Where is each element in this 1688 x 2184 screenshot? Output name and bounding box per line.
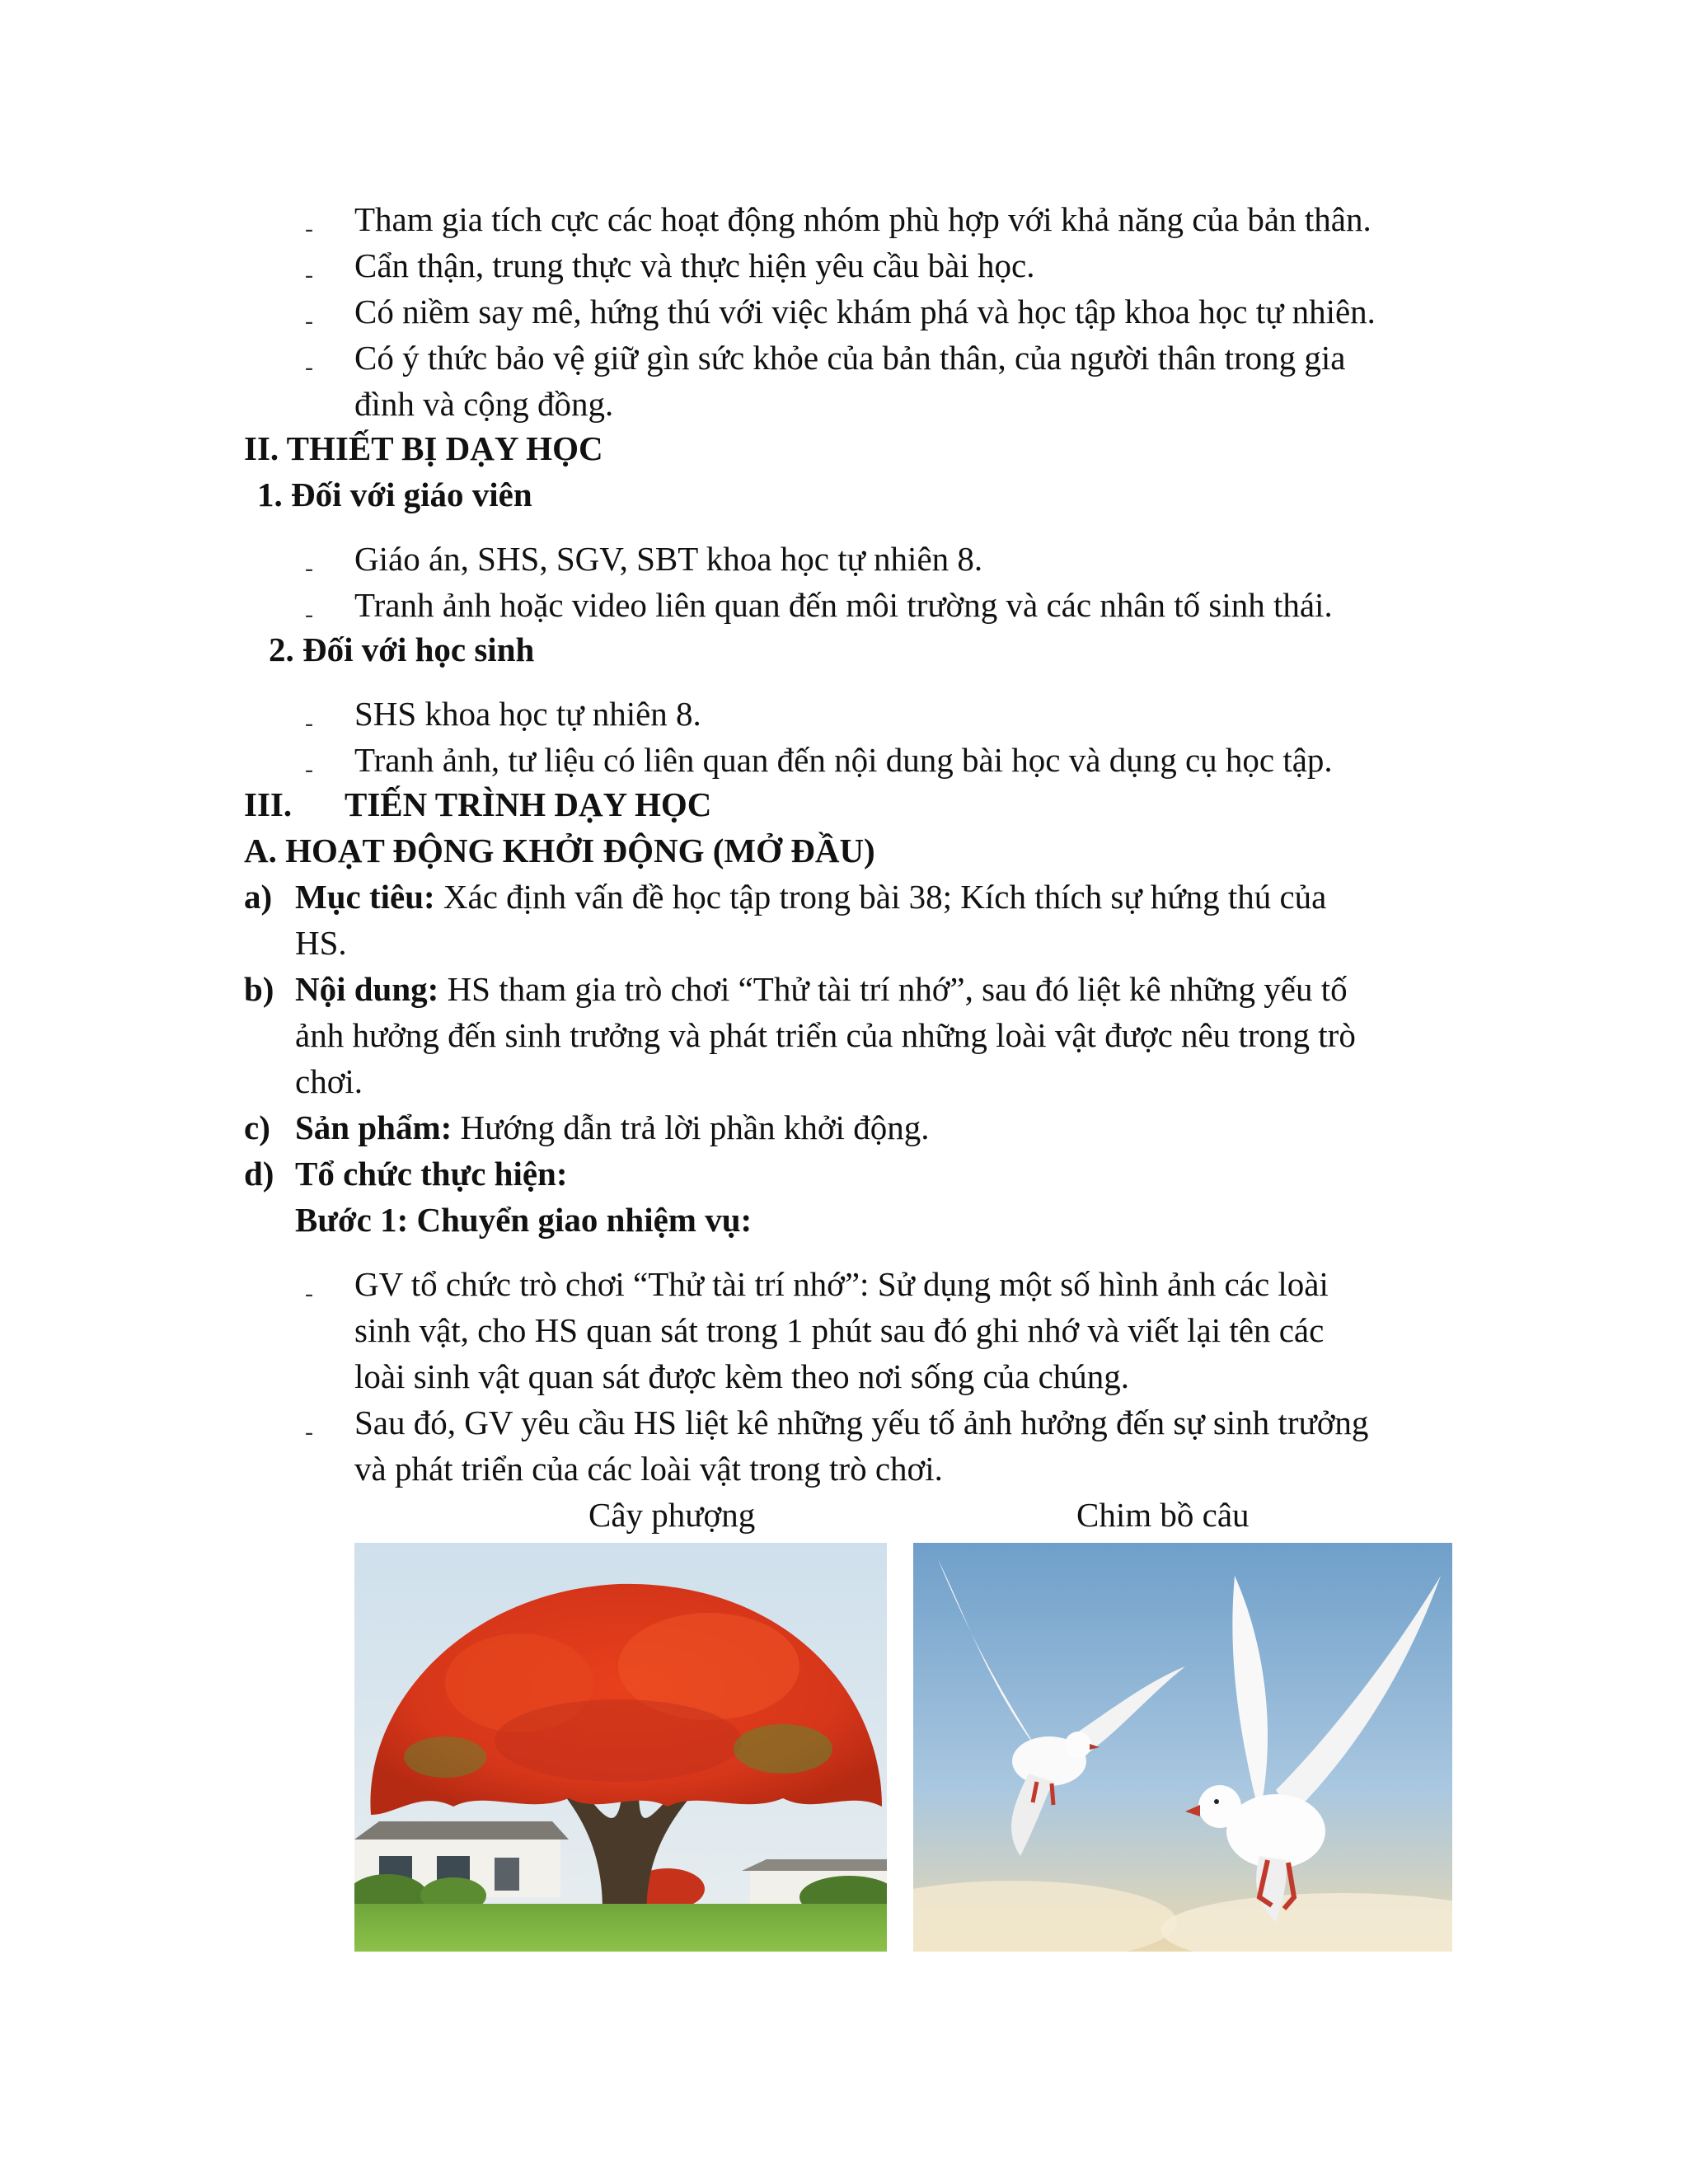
intro-bullet-1: Tham gia tích cực các hoạt động nhóm phù hợp với khả năng của bản thân. — [354, 200, 1372, 238]
step-item-1-cont: sinh vật, cho HS quan sát trong 1 phút sau đó ghi nhớ và viết lại tên các — [354, 1311, 1325, 1349]
teacher-item-2: Tranh ảnh hoặc video liên quan đến môi trường và các nhân tố sinh thái. — [354, 586, 1333, 624]
teacher-heading: 1. Đối với giáo viên — [257, 476, 532, 513]
item-a-bold: Mục tiêu: — [295, 878, 435, 916]
tree-caption: Cây phượng — [588, 1496, 756, 1534]
item-c-body: Hướng dẫn trả lời phần khởi động. — [452, 1108, 930, 1146]
item-c-text — [295, 1104, 929, 1151]
step-1-heading: Bước 1: Chuyển giao nhiệm vụ: — [295, 1201, 753, 1239]
item-a-text — [295, 874, 1326, 920]
doves-image — [913, 1543, 1452, 1952]
intro-bullet-2: Cẩn thận, trung thực và thực hiện yêu cầu bài học. — [354, 246, 1035, 284]
item-b-body: HS tham gia trò chơi “Thử tài trí nhớ”, sau đó liệt kê những yếu tố — [438, 970, 1348, 1008]
item-b-label: b) — [244, 970, 274, 1008]
bullet-dash: - — [305, 756, 313, 783]
item-b-text — [295, 966, 1348, 1012]
item-a-text-cont: HS. — [295, 924, 347, 962]
item-b-text-cont2: chơi. — [295, 1062, 363, 1100]
student-heading: 2. Đối với học sinh — [269, 630, 535, 668]
bullet-dash: - — [305, 1418, 313, 1446]
item-a-body: Xác định vấn đề học tập trong bài 38; Kích thích sự hứng thú của — [434, 878, 1327, 916]
intro-bullet-4-cont: đình và cộng đồng. — [354, 385, 614, 423]
section-2-heading: II. THIẾT BỊ DẠY HỌC — [244, 429, 603, 467]
item-c-bold: Sản phẩm: — [295, 1108, 452, 1146]
item-a-label: a) — [244, 878, 273, 916]
flame-tree-photo — [354, 1543, 887, 1952]
bullet-dash: - — [305, 261, 313, 288]
bullet-dash: - — [305, 710, 313, 737]
bullet-dash: - — [305, 601, 313, 628]
doves-photo — [913, 1543, 1452, 1952]
bullet-dash: - — [305, 354, 313, 381]
bird-caption: Chim bồ câu — [1076, 1496, 1250, 1534]
intro-bullet-3: Có niềm say mê, hứng thú với việc khám phá và học tập khoa học tự nhiên. — [354, 293, 1376, 330]
bullet-dash: - — [305, 1280, 313, 1307]
item-d-text: Tổ chức thực hiện: — [295, 1155, 568, 1193]
item-d-label: d) — [244, 1155, 274, 1193]
teacher-item-1: Giáo án, SHS, SGV, SBT khoa học tự nhiên 8. — [354, 540, 983, 578]
item-b-text-cont: ảnh hưởng đến sinh trưởng và phát triển của những loài vật được nêu trong trò — [295, 1016, 1356, 1054]
section-3-number: III. — [244, 785, 293, 823]
student-item-2: Tranh ảnh, tư liệu có liên quan đến nội dung bài học và dụng cụ học tập. — [354, 741, 1333, 779]
step-item-1: GV tổ chức trò chơi “Thử tài trí nhớ”: Sử dụng một số hình ảnh các loài — [354, 1265, 1329, 1303]
item-c-label: c) — [244, 1108, 270, 1146]
bullet-dash: - — [305, 307, 313, 335]
step-item-2: Sau đó, GV yêu cầu HS liệt kê những yếu tố ảnh hưởng đến sự sinh trưởng — [354, 1404, 1369, 1441]
flame-tree-image — [354, 1543, 887, 1952]
item-b-bold: Nội dung: — [295, 970, 439, 1008]
student-item-1: SHS khoa học tự nhiên 8. — [354, 695, 701, 733]
activity-heading: A. HOẠT ĐỘNG KHỞI ĐỘNG (MỞ ĐẦU) — [244, 832, 875, 869]
section-3-heading: TIẾN TRÌNH DẠY HỌC — [345, 785, 712, 823]
bullet-dash: - — [305, 555, 313, 582]
step-item-2-cont: và phát triển của các loài vật trong trò chơi. — [354, 1450, 943, 1488]
intro-bullet-4: Có ý thức bảo vệ giữ gìn sức khỏe của bản thân, của người thân trong gia — [354, 339, 1346, 377]
bullet-dash: - — [305, 215, 313, 242]
step-item-1-cont2: loài sinh vật quan sát được kèm theo nơi sống của chúng. — [354, 1357, 1130, 1395]
